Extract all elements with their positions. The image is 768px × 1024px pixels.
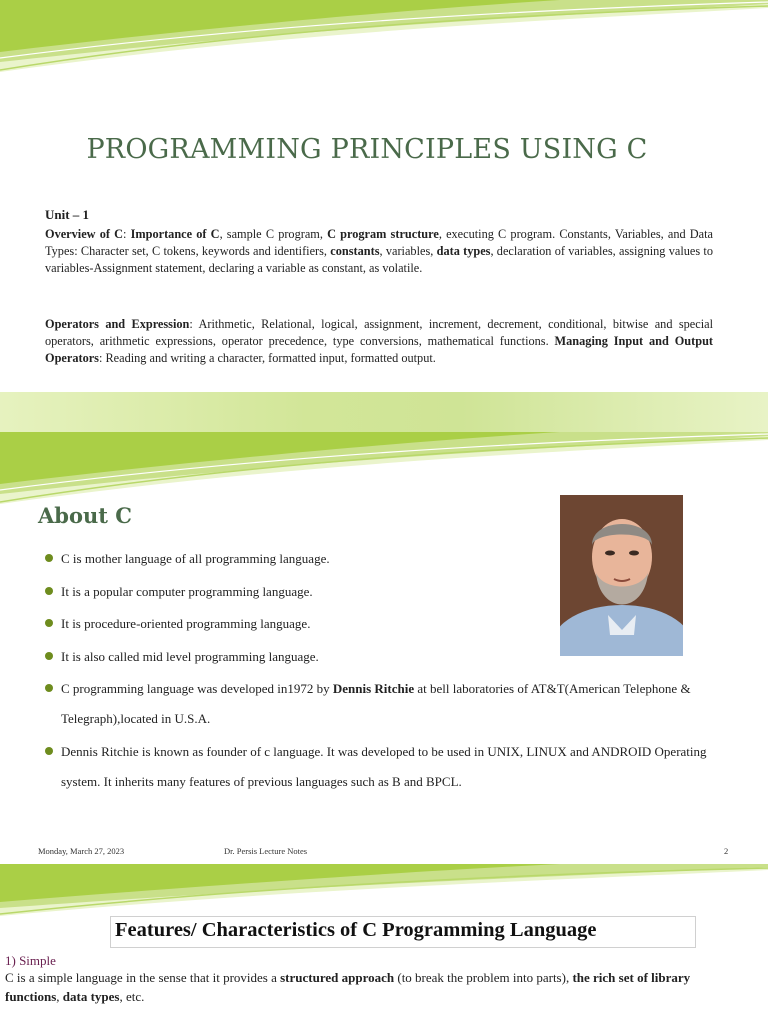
bold-text-run: the rich set of library functions [5,970,691,1004]
bullet-item [45,544,725,574]
bullet-text [61,616,310,631]
bullet-item [45,609,725,639]
text-run: , [56,988,63,1004]
slide-separator-band [0,392,768,432]
text-run: C is mother language of all programming language. [61,551,330,566]
text-run: at bell laboratories of AT&T(American Telephone & Telegraph),located in U.S.A. [61,681,691,726]
operators-paragraph [45,316,713,366]
text-run: (to break the problem into parts), [394,970,573,985]
bold-text-run: Operators and Expression [45,317,190,331]
text-run: , declaration of variables, assigning values to variables-Assignment statement, declaring a variable as constant, as volatile. [45,243,713,275]
text-run: C is a simple language in the sense that it provides a [5,970,281,985]
unit-overview-paragraph [45,226,713,276]
bold-text-run: Managing Input and Output Operators [45,333,714,365]
bold-text-run: C program structure [327,227,439,241]
about-c-heading: About C [38,503,132,528]
bullet-dot-icon [45,619,53,627]
bold-text-run: constants [330,243,380,258]
text-run: It is also called mid level programming language. [61,648,319,664]
bullet-dot-icon [45,684,53,692]
footer-page-number: 2 [724,846,729,856]
bullet-item [45,674,725,734]
green-swoosh-decoration [0,0,768,75]
bullet-text [61,584,313,599]
bullet-item [45,577,725,607]
bullet-text [61,744,707,789]
text-run: , executing C program. Constants, Variables, and Data Types: Character set, C tokens, keywords and identifiers, [45,227,714,258]
feature-simple-paragraph [5,969,747,1006]
bullet-dot-icon [45,554,53,562]
text-run: It is a popular computer programming language. [61,583,313,599]
bullet-dot-icon [45,652,53,660]
text-run: It is procedure-oriented programming language. [61,616,311,631]
bold-text-run: Importance of C [130,227,220,241]
about-c-bullet-list [45,544,725,799]
footer-lecture-notes: Dr. Persis Lecture Notes [224,846,308,856]
slide-title: PROGRAMMING PRINCIPLES USING C [86,134,648,165]
bullet-item [45,642,725,672]
bold-text-run: data types [62,988,120,1004]
text-run: C programming language was developed in1972 by [61,681,333,696]
bullet-dot-icon [45,747,53,755]
features-title: Features/ Characteristics of C Programming Language [115,919,597,941]
bullet-dot-icon [45,587,53,595]
green-swoosh-decoration [0,864,768,924]
bullet-item [45,737,725,797]
footer-date: Monday, March 27, 2023 [38,846,125,856]
bullet-text [61,649,319,664]
text-run: : [123,227,131,241]
bold-text-run: structured approach [280,970,395,985]
text-run: , sample C program, [219,227,328,241]
text-run: , etc. [119,988,145,1004]
bold-text-run: Dennis Ritchie [332,681,415,696]
text-run: : Reading and writing a character, formatted input, formatted output. [98,350,436,365]
bold-text-run: Overview of C [45,227,124,241]
bullet-text [61,551,330,566]
bullet-text [61,681,691,726]
text-run: : Arithmetic, Relational, logical, assignment, increment, decrement, conditional, bitwise and special operators, arithmetic expressions, operator precedence, type conversions, mathematical functions. [45,317,713,348]
feature-subheading: 1) Simple [5,953,56,968]
text-run: Dennis Ritchie is known as founder of c language. It was developed to be used in UNIX, LINUX and ANDROID Operating system. It inherits many features of previous languages such as B and BPCL. [61,743,707,789]
slide-1 [0,0,768,392]
unit-label: Unit – 1 [45,207,90,222]
bold-text-run: data types [436,243,491,258]
text-run: , variables, [379,243,437,258]
